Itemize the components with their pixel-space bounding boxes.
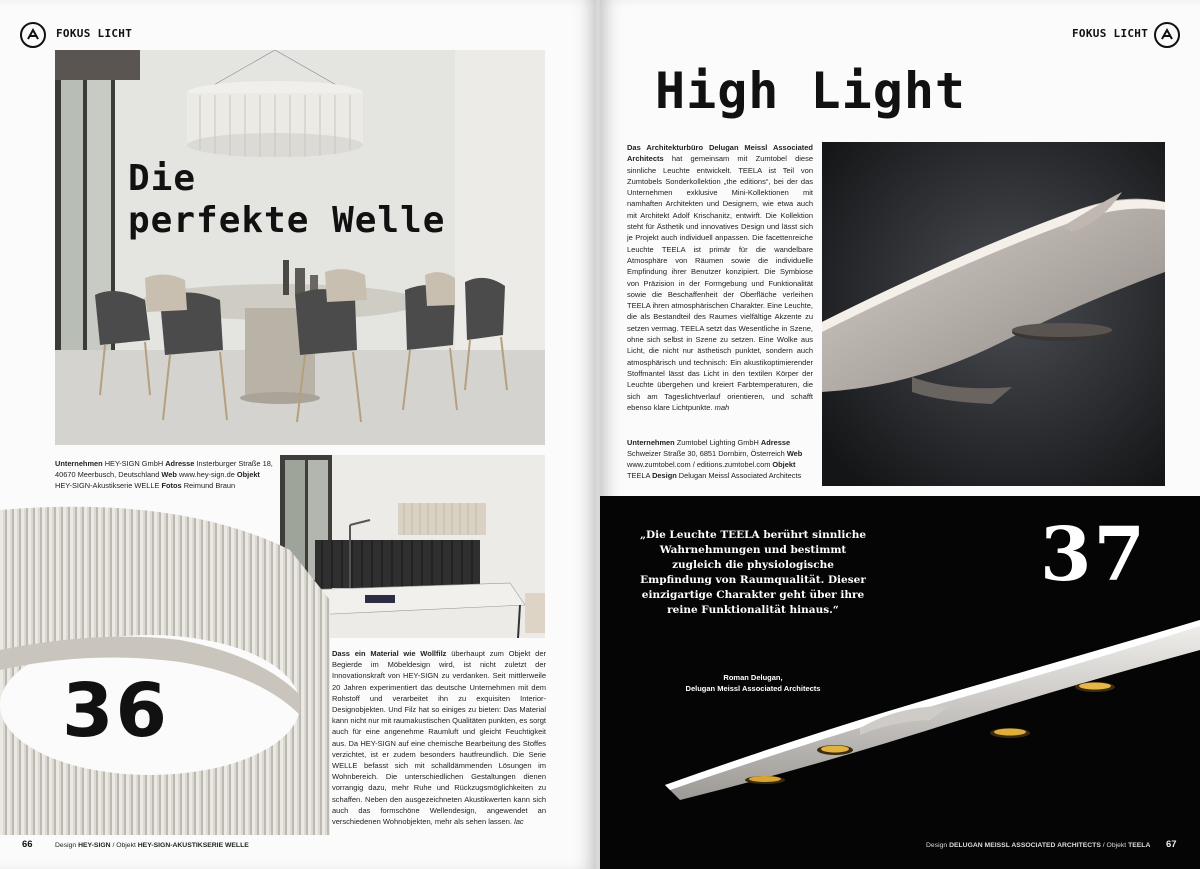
credit-address: Insterburger Straße 18, 40670 Meerbusch, Deutschland [55, 459, 273, 479]
section-label-right: FOKUS LICHT [1072, 27, 1149, 40]
teela-closeup-photo [822, 142, 1165, 486]
page-number-large-left: 36 [62, 668, 169, 754]
footer-design-left: HEY-SIGN [78, 842, 111, 849]
credit-design: Delugan Meissl Associated Architects [678, 471, 802, 480]
quote-author-firm: Delugan Meissl Associated Architects [685, 684, 821, 693]
headline-right: High Light [655, 62, 967, 120]
body-lead-left: Dass ein Material wie Wollfilz [332, 649, 447, 658]
credit-address-label: Adresse [165, 459, 195, 468]
credit-company: Zumtobel Lighting GmbH [676, 438, 759, 447]
credit-object-label: Objekt [772, 460, 796, 469]
credit-address: Schweizer Straße 30, 6851 Dornbirn, Österreich [627, 449, 785, 458]
body-sign-right: mah [714, 402, 730, 412]
headline-left-line1: Die [128, 158, 197, 199]
credit-company-label: Unternehmen [55, 459, 103, 468]
footer-design-label-right: Design [926, 842, 948, 849]
dining-room-photo [55, 50, 545, 445]
credit-web-label: Web [786, 449, 803, 458]
pull-quote: „Die Leuchte TEELA berührt sinnliche Wahrnehmungen und bestimmt zugleich die physiologische Empfindung von Raumqualität. Dieser einzigartige Charakter geht über ihre reine Funktionalität hinaus.“ [639, 529, 867, 616]
folio-right: 67 [1166, 839, 1177, 850]
footer-design-label-left: Design [55, 842, 77, 849]
quote-author-name: Roman Delugan, [723, 673, 783, 682]
footer-object-label-left: / Objekt [112, 842, 136, 849]
right-page [600, 0, 1200, 869]
credit-object: HEY-SIGN-Akustikserie WELLE [55, 481, 160, 490]
credit-right [627, 437, 813, 481]
body-main-right: hat gemeinsam mit Zumtobel diese sinnliche Leuchte entwickelt. TEELA ist Teil von Zumtobels Sonderkollektion „the editions“, bei der das Unternehmen exklusive Mini-Kollektionen mit namhaften Architekten und Designern, wie etwa auch mit Architekt Adolf Krischanitz, entwirft. Die Kollektion steht für Ästhetik und innovatives Design und lässt sich je Projekt auch individuell anpassen. Die facettenreiche Leuchte TEELA ist primär für die wandelbare Atmosphäre von Räumen sowie die individuelle Empfindung ihrer Benutzer konzipiert. Die Symbiose von Präzision in der Formgebung und Funktionalität sowie die Beschaffenheit der Oberfläche verleihen TEELA ihren atmosphärischen Charakter. Eine Leuchte, die als Bestandteil des Raumes vielfältige Akzente zu setzen vermag. TEELA setzt das Wesentliche in Szene, ohne sich selbst in Szene zu setzen. Eine Wolke aus Licht, die nicht nur ästhetisch punktet, sondern auch atmosphärisch und technisch: Ein akustikoptimierender Stoffmantel lässt das Licht in den textilen Körper der Leuchte übergehen und kreiert Farbtemperaturen, die sich am Tageslichtverlauf orientieren, und schafft ebenso klare Lichtpunkte. [627, 154, 813, 412]
footer-object-label-right: / Objekt [1102, 842, 1127, 849]
credit-left [55, 458, 275, 491]
credit-photos-label: Fotos [161, 481, 182, 490]
footer-left [55, 842, 249, 849]
body-main-left: überhaupt zum Objekt der Begierde im Möbeldesign wird, ist nicht zuletzt der Innovationskraft von HEY-SIGN zu verdanken. Seit mittlerweile 20 Jahren experimentiert das deutsche Unternehmen mit dem Rohstoff und verarbeitet ihn zu exquisiten Interior-Designobjekten. Und Filz hat so einiges zu bieten: Das Material kann nicht nur mit raumakustischen Qualitäten punkten, es sorgt auch für eine angenehme Raumluft und gleicht Feuchtigkeit aus. Da HEY-SIGN auf eine chemische Bearbeitung des Stoffes verzichtet, ist er zudem besonders hautfreundlich. Die Serie WELLE befasst sich mit schalldämmenden Lösungen im Wohnbereich. Die unterschiedlichen Gestaltungen dienen vorrangig dazu, mehr Ruhe und Rückzugsmöglichkeiten zu schaffen. Neben den ausgezeichneten Akustikwerten kann sich auch das formschöne Wellendesign, angewendet an verschiedenen Wohnobjekten, mehr als sehen lassen. [332, 649, 546, 827]
credit-design-label: Design [652, 471, 677, 480]
footer-right [926, 842, 1150, 849]
teela-luminaire-photo [660, 610, 1200, 810]
folio-left: 66 [22, 839, 33, 850]
body-text-left [332, 648, 546, 827]
headline-left-line2: perfekte Welle [128, 200, 446, 241]
credit-web: www.zumtobel.com / editions.zumtobel.com [627, 460, 771, 469]
credit-object-label: Objekt [236, 470, 260, 479]
left-page [0, 0, 596, 869]
credit-web: www.hey-sign.de [178, 470, 235, 479]
credit-web-label: Web [161, 470, 177, 479]
credit-object: TEELA [627, 471, 651, 480]
footer-design-right: DELUGAN MEISSL ASSOCIATED ARCHITECTS [949, 842, 1101, 849]
footer-object-left: HEY-SIGN-AKUSTIKSERIE WELLE [137, 842, 249, 849]
credit-photos: Reimund Braun [183, 481, 236, 490]
credit-company: HEY-SIGN GmbH [104, 459, 164, 468]
page-number-large-right: 37 [1040, 512, 1147, 598]
footer-object-right: TEELA [1128, 842, 1151, 849]
credit-address-label: Adresse [760, 438, 791, 447]
headline-left [128, 158, 445, 242]
magazine-logo-icon [20, 22, 46, 48]
body-text-right [627, 142, 813, 413]
credit-company-label: Unternehmen [627, 438, 675, 447]
section-label: FOKUS LICHT [56, 27, 133, 40]
body-sign-left: lac [514, 817, 524, 827]
body-lead-right: Das Architekturbüro Delugan Meissl Associated Architects [627, 143, 813, 164]
magazine-logo-icon [1154, 22, 1180, 48]
